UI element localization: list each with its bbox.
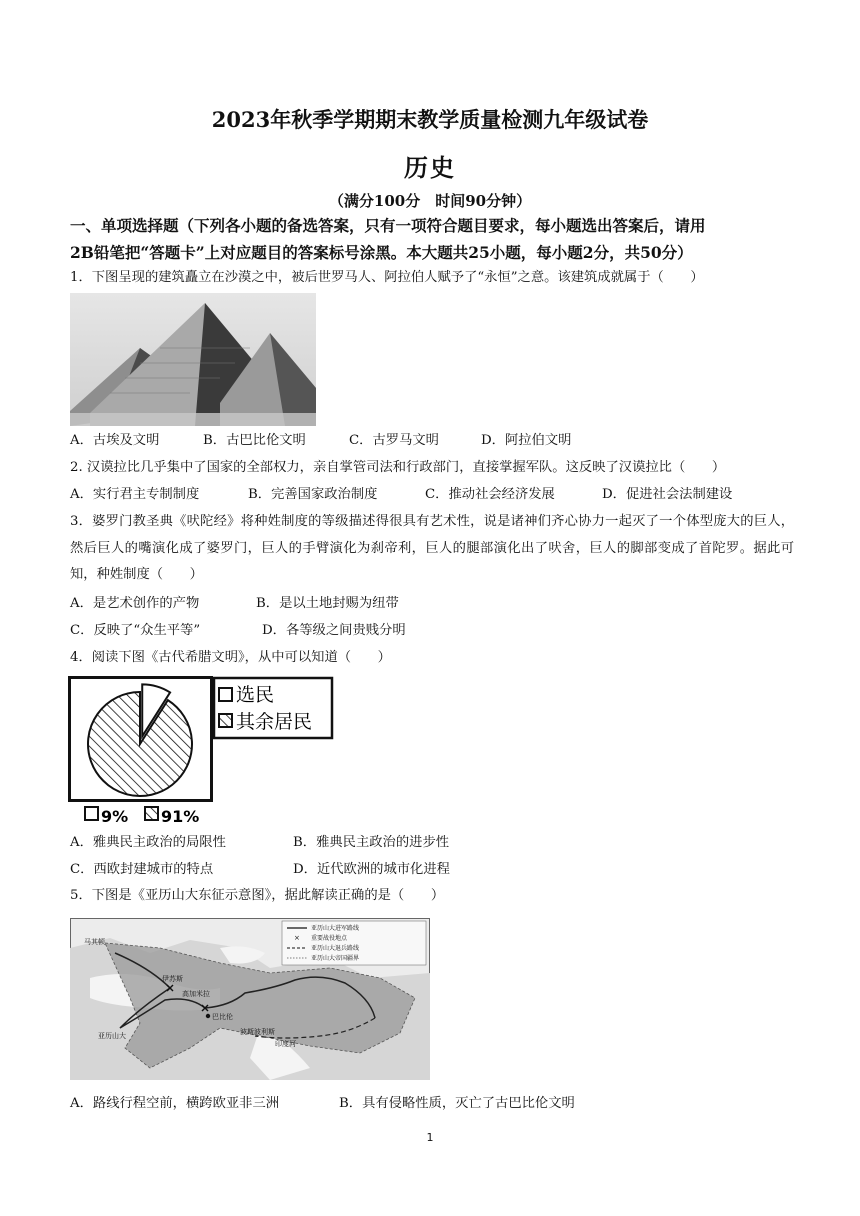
q4-option-d: D．近代欧洲的城市化进程 [293,862,450,877]
q1-option-a: A．古埃及文明 [70,433,160,448]
q1-option-d: D．阿拉伯文明 [481,433,572,448]
q1-stem: 1．下图呈现的建筑矗立在沙漠之中，被后世罗马人、阿拉伯人赋予了“永恒”之意。该建筑成就属于（ ） [70,270,704,285]
value-swatch-others [145,807,158,820]
q4-option-c: C．西欧封建城市的特点 [70,862,214,877]
q2-stem: 2. 汉谟拉比几乎集中了国家的全部权力，亲自掌管司法和行政部门，直接掌握军队。这反映了汉谟拉比（ ） [70,460,726,475]
q3-option-d: D．各等级之间贵贱分明 [262,623,406,638]
voter-pie-chart [68,676,336,828]
section-heading-line2: 2B铅笔把“答题卡”上对应题目的答案标号涂黑。本大题共25小题，每小题2分，共50分） [70,243,693,262]
q5-option-a: A．路线行程空前，横跨欧亚非三洲 [70,1096,280,1111]
legend-label-voters: 选民 [236,684,275,706]
alexander-map [70,918,430,1080]
q2-option-c: C．推动社会经济发展 [425,487,555,502]
value-label-voters: 9% [101,807,129,826]
q2-option-a: A．实行君主专制制度 [70,487,200,502]
q2-option-b: B．完善国家政治制度 [248,487,378,502]
map-label-gaugamela: 高加米拉 [182,990,210,998]
section-heading-line1: 一、单项选择题（下列各小题的备选答案，只有一项符合题目要求，每小题选出答案后，请用 [70,216,706,235]
map-legend-retreat: 亚历山大退兵路线 [311,945,360,952]
q4-stem: 4．阅读下图《古代希腊文明》，从中可以知道（ ） [70,650,391,665]
q1-option-b: B．古巴比伦文明 [203,433,306,448]
svg-text:×: × [294,934,300,942]
legend-swatch-voters [219,688,232,701]
map-label-macedonia: 马其顿 [84,938,105,946]
exam-title: 2023年秋季学期期末教学质量检测九年级试卷 [211,107,649,132]
q5-option-b: B．具有侵略性质，灭亡了古巴比伦文明 [339,1096,575,1111]
map-label-babylon: 巴比伦 [212,1013,233,1021]
exam-info: （满分100分 时间90分钟） [328,192,532,210]
q4-option-a: A．雅典民主政治的局限性 [70,835,226,850]
map-label-alexandria: 亚历山大 [98,1032,126,1040]
legend-swatch-others [219,714,232,727]
map-label-persepolis: 波斯波利斯 [240,1028,275,1036]
q3-stem: 3．婆罗门教圣典《吠陀经》将种姓制度的等级描述得很具有艺术性，说是诸神们齐心协力一起灭了一个体型庞大的巨人，然后巨人的嘴演化成了婆罗门，巨人的手臂演化为刹帝利，巨人的腿部演化出了吠舍，巨人的脚部变成了首陀罗。据此可知，种姓制度（ ） [70,514,794,582]
q4-option-b: B．雅典民主政治的进步性 [293,835,450,850]
map-legend-battle: 重要战役地点 [311,935,348,942]
map-legend-advance: 亚历山大进军路线 [311,925,360,932]
value-swatch-voters [85,807,98,820]
q3-option-c: C．反映了“众生平等” [70,623,201,638]
pie-slice-others [88,692,192,796]
q3-option-b: B．是以土地封赐为纽带 [256,596,399,611]
page-number: 1 [426,1131,434,1144]
q3-option-a: A．是艺术创作的产物 [70,596,200,611]
map-label-indus: 印度河 [275,1040,296,1048]
q1-option-c: C．古罗马文明 [349,433,439,448]
map-legend-border: 亚历山大帝国疆界 [311,955,360,962]
q5-stem: 5．下图是《亚历山大东征示意图》，据此解读正确的是（ ） [70,888,445,903]
pyramids-image [70,293,316,426]
q2-option-d: D．促进社会法制建设 [602,487,733,502]
legend-label-others: 其余居民 [236,711,313,733]
subject-title: 历史 [404,153,456,182]
value-label-others: 91% [161,807,200,826]
map-label-issus: 伊苏斯 [162,975,183,983]
